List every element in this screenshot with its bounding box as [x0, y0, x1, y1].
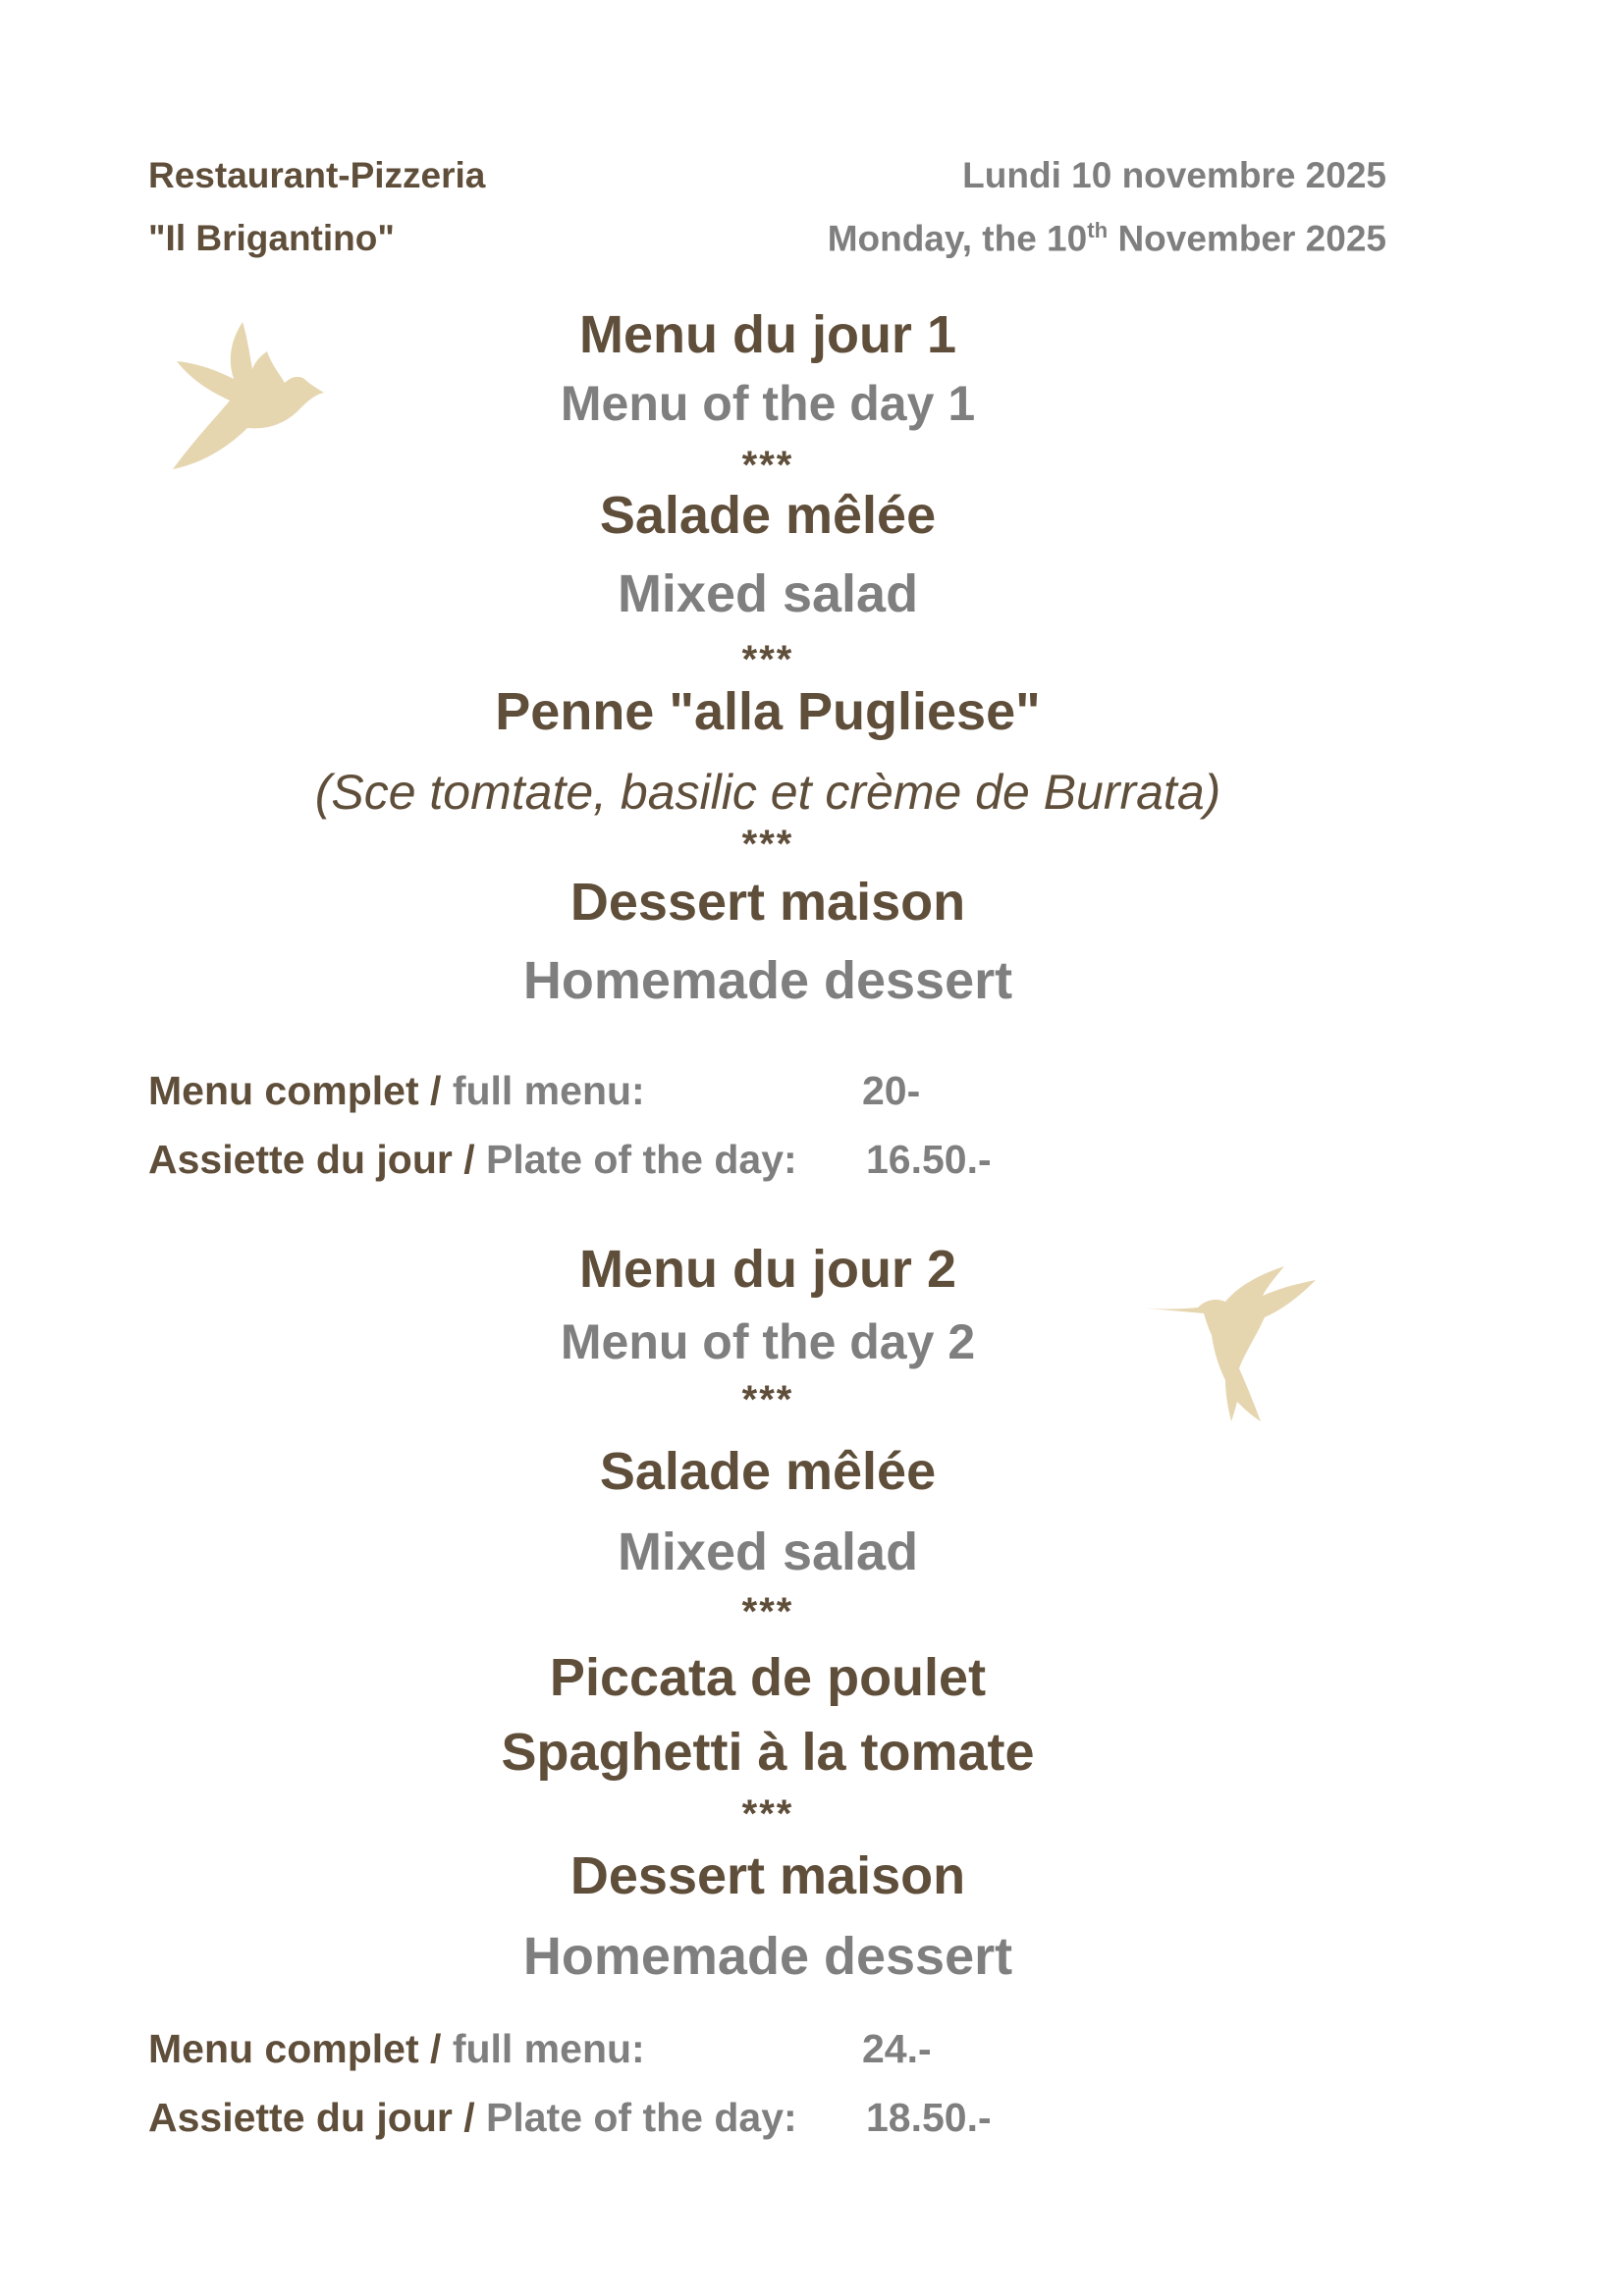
- menu2-starter-fr: Salade mêlée: [599, 1442, 937, 1501]
- menu1-price-full-value: 20-: [862, 1068, 921, 1113]
- menu1-dessert-en: Homemade dessert: [522, 951, 1013, 1010]
- menu2-price-plate-label-en: Plate of the day:: [486, 2095, 797, 2140]
- menu1-starter-fr: Salade mêlée: [599, 486, 937, 545]
- menu1-price-plate-label-en: Plate of the day:: [486, 1137, 797, 1182]
- menu1-main-description: (Sce tomtate, basilic et crème de Burrata): [314, 765, 1221, 820]
- restaurant-name-line2: "Il Brigantino": [148, 218, 395, 258]
- menu2-main-fr-line2: Spaghetti à la tomate: [501, 1723, 1035, 1782]
- date-english-prefix: Monday, the 10: [827, 218, 1088, 259]
- restaurant-name-line1: Restaurant-Pizzeria: [148, 155, 486, 195]
- menu1-separator-2: ***: [741, 638, 794, 681]
- date-english-sup: th: [1087, 218, 1109, 242]
- menu2-price-full-label-fr: Menu complet /: [148, 2026, 453, 2071]
- menu1-price-full-label-fr: Menu complet /: [148, 1068, 453, 1113]
- menu1-price-plate: [148, 1137, 992, 1183]
- menu2-dessert-fr: Dessert maison: [569, 1846, 966, 1905]
- menu1-price-full-label-en: full menu:: [452, 1068, 645, 1113]
- menu2-starter-en: Mixed salad: [617, 1522, 919, 1581]
- menu1-main-fr: Penne "alla Pugliese": [495, 682, 1041, 741]
- date-english-suffix: November 2025: [1108, 218, 1386, 259]
- menu1-starter-en: Mixed salad: [617, 564, 919, 623]
- menu1-price-plate-label-fr: Assiette du jour /: [148, 1137, 486, 1182]
- menu2-price-plate-value: 18.50.-: [866, 2095, 992, 2140]
- menu2-price-plate-label-fr: Assiette du jour /: [148, 2095, 486, 2140]
- menu2-separator-1: ***: [741, 1378, 794, 1421]
- menu2-subtitle: Menu of the day 2: [560, 1314, 976, 1369]
- menu2-price-full-value: 24.-: [862, 2026, 932, 2071]
- menu2-price-full-label-en: full menu:: [452, 2026, 645, 2071]
- menu1-price-full: [148, 1068, 921, 1114]
- menu2-dessert-en: Homemade dessert: [522, 1927, 1013, 1986]
- menu2-title: Menu du jour 2: [579, 1240, 956, 1299]
- menu2-price-plate: [148, 2095, 992, 2141]
- date-english: [828, 218, 1386, 259]
- menu1-separator-3: ***: [741, 823, 794, 866]
- menu1-subtitle: Menu of the day 1: [560, 376, 976, 431]
- menu1-dessert-fr: Dessert maison: [569, 873, 966, 932]
- date-french: Lundi 10 novembre 2025: [962, 155, 1386, 195]
- menu1-price-plate-value: 16.50.-: [866, 1137, 992, 1182]
- menu2-main-fr-line1: Piccata de poulet: [549, 1648, 987, 1707]
- menu2-separator-2: ***: [741, 1590, 794, 1633]
- menu2-separator-3: ***: [741, 1792, 794, 1836]
- menu1-separator-1: ***: [741, 444, 794, 487]
- menu2-price-full: [148, 2026, 932, 2072]
- menu1-title: Menu du jour 1: [579, 305, 956, 364]
